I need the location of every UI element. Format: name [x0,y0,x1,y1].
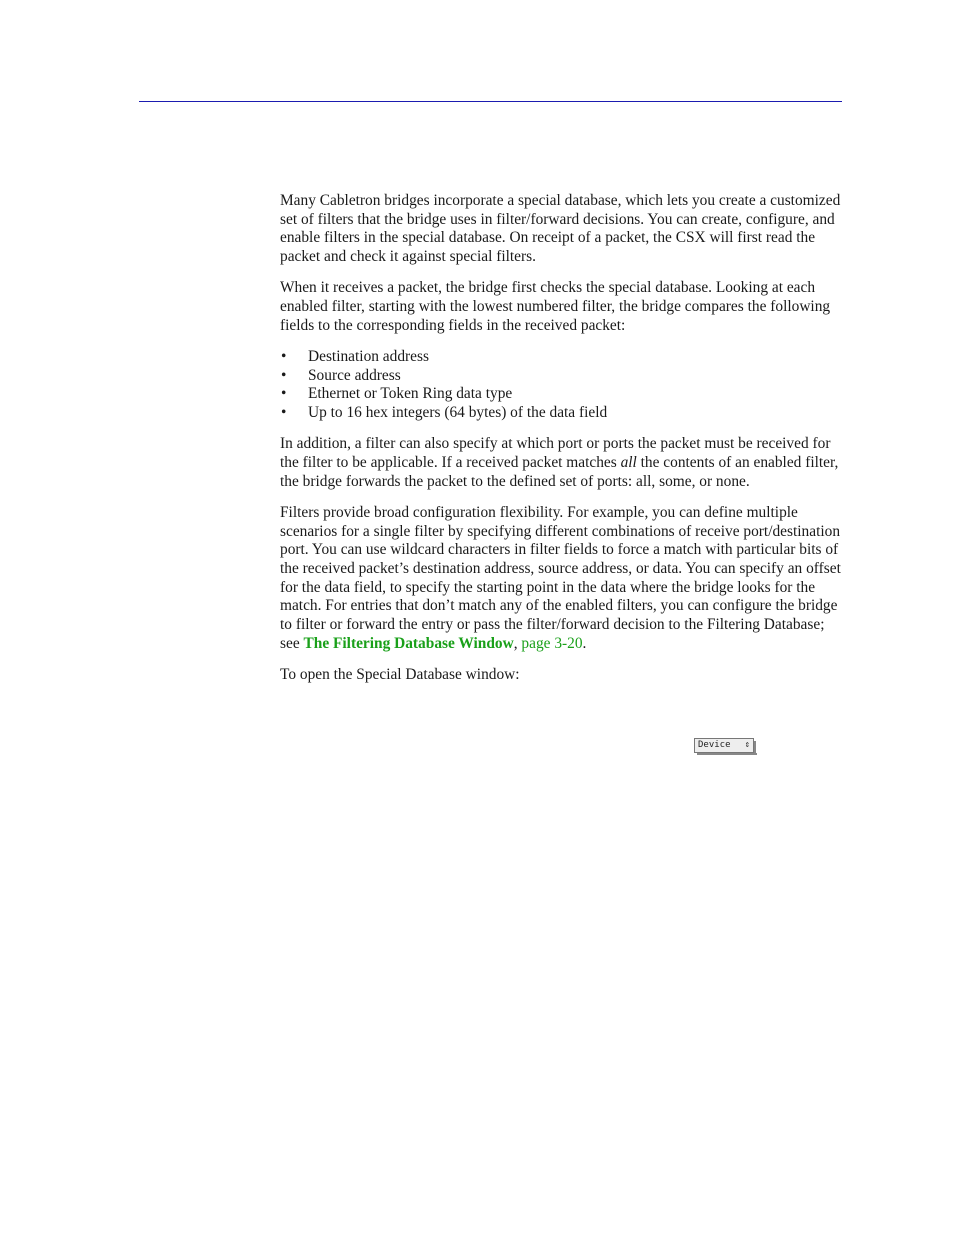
device-menu-label: Device [698,740,731,750]
document-body [280,192,842,697]
list-item: • Up to 16 hex integers (64 bytes) of the data field [281,404,608,422]
flexibility-paragraph: Filters provide broad configuration flexibility. For example, you can define multiple scenarios for a single filter by specifying different combinations of receive port/destination port. You can use wildcard characters in filter fields to force a match with particular bits of the received packet’s destination address, source address, or data. You can specify an offset for the data field, to specify the starting point in the data where the bridge looks for the match. For entries that don’t match any of the enabled filters, you can configure the bridge to filter or forward the entry or pass the filter/forward decision to the Filtering Database; see The Filtering Database Window, page 3-20. [280,503,841,652]
header-rule [139,101,842,102]
menu-arrow-icon: ⇕ [744,740,750,750]
field-list [280,348,842,423]
bullet-icon: • [281,366,287,384]
list-item: • Source address [281,366,401,384]
list-item: • Ethernet or Token Ring data type [281,385,513,403]
device-menu-button[interactable] [694,738,754,753]
filtering-database-link[interactable]: The Filtering Database Window [303,634,514,652]
page-reference-link[interactable]: page 3-20 [521,634,583,652]
list-item: • Destination address [281,347,429,365]
intro-paragraph: Many Cabletron bridges incorporate a special database, which lets you create a customized set of filters that the bridge uses in filter/forward decisions. You can create, configure, and enable filters in the special database. On receipt of a packet, the CSX will first read the packet and check it against special filters. [280,192,841,266]
ports-paragraph: In addition, a filter can also specify at which port or ports the packet must be received for the filter to be applicable. If a received packet matches all the contents of an enabled filter, the bridge forwards the packet to the defined set of ports: all, some, or none. [280,435,839,490]
open-instruction: To open the Special Database window: [280,665,520,683]
bullet-icon: • [281,347,287,365]
bullet-icon: • [281,404,287,422]
emphasis-all: all [620,453,637,471]
receive-paragraph: When it receives a packet, the bridge first checks the special database. Looking at each enabled filter, starting with the lowest numbered filter, the bridge compares the following fields to the corresponding fields in the received packet: [280,279,831,334]
bullet-icon: • [281,385,287,403]
